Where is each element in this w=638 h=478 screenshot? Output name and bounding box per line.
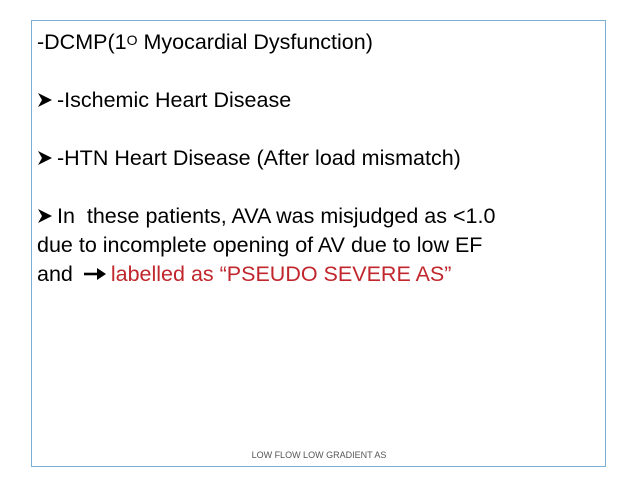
bullet-ischemic <box>37 86 597 115</box>
dcmp-line <box>37 28 597 57</box>
right-arrow-icon <box>83 261 107 277</box>
patients-line-1 <box>37 202 597 231</box>
bullet-patients <box>37 202 597 289</box>
patients-line-2: due to incomplete opening of AV due to low EF <box>37 233 483 257</box>
patients-and-text: and <box>37 262 79 286</box>
patients-line-3 <box>37 260 597 289</box>
arrowhead-bullet-icon <box>37 87 57 103</box>
bullet-htn <box>37 144 597 173</box>
arrowhead-bullet-icon <box>37 145 57 161</box>
dcmp-prefix: -DCMP(1 <box>37 30 127 54</box>
arrowhead-bullet-icon <box>37 203 57 219</box>
patients-line-1-text: In these patients, AVA was misjudged as <1.0 <box>57 204 496 228</box>
slide-footer: LOW FLOW LOW GRADIENT AS <box>251 450 387 460</box>
pseudo-severe-label: labelled as “PSEUDO SEVERE AS” <box>110 262 452 286</box>
dcmp-suffix: Myocardial Dysfunction) <box>137 30 373 54</box>
slide-body <box>37 28 597 289</box>
dcmp-superscript: O <box>126 32 138 48</box>
bullet-htn-text: -HTN Heart Disease (After load mismatch) <box>57 146 461 170</box>
bullet-ischemic-text: -Ischemic Heart Disease <box>57 88 292 112</box>
